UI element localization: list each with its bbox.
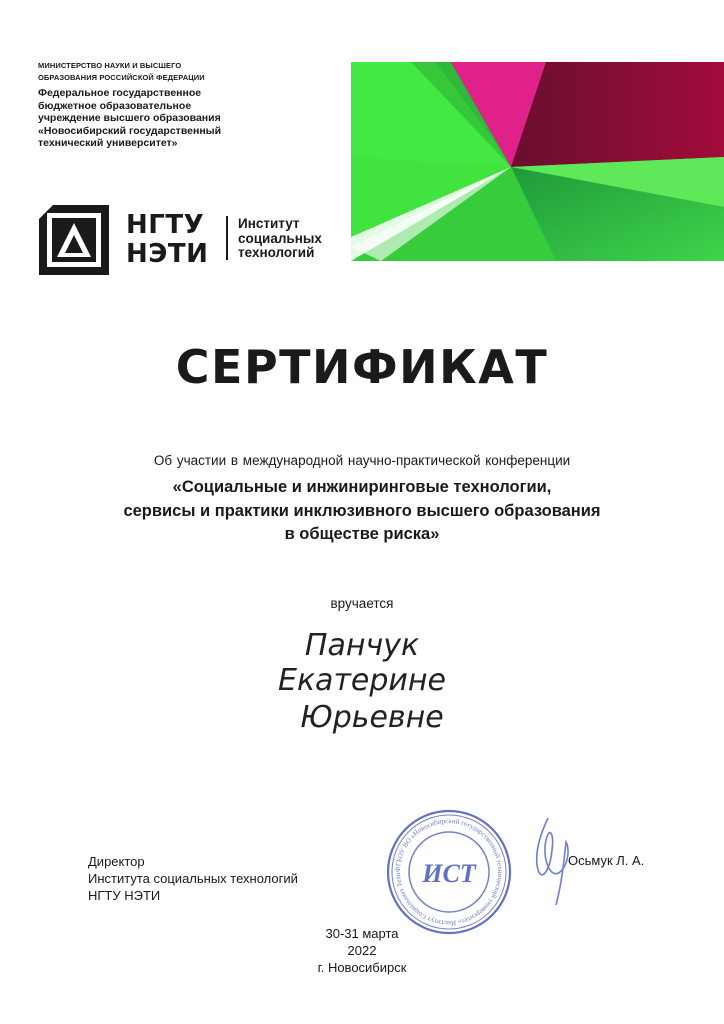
director-title: Директор [88,854,145,869]
conference-line: «Социальные и инжиниринговые технологии, [172,478,552,496]
official-stamp [385,808,513,936]
logo-ngtu-text: НГТУ [126,210,205,240]
recipient-patronymic: Юрьевне [300,700,444,735]
certificate-title: СЕРТИФИКАТ [175,340,549,394]
logo-institute-line: социальных [238,230,322,246]
university-line: технический университет» [38,137,178,149]
university-line: Федеральное государственное [38,87,202,99]
geometric-banner [351,62,724,261]
university-line: «Новосибирский государственный [38,124,222,137]
logo-institute-line: технологий [238,245,315,260]
date-place-block [0,925,724,976]
banner-graphic [351,62,724,261]
recipient-first-name: Екатерине [277,663,446,698]
conference-line: сервисы и практики инклюзивного высшего образования [123,501,601,520]
university-line: учреждение высшего образования [38,112,221,124]
director-university: НГТУ НЭТИ [88,888,161,903]
ministry-line: МИНИСТЕРСТВО НАУКИ И ВЫСШЕГО [38,61,182,70]
event-dates: 30-31 марта [325,926,399,941]
stamp-center-text: ИСТ [422,859,476,888]
director-block [88,853,298,904]
stamp-ring-text: ФГБОУ ВО «Новосибирский государственный технический университет» Институт Социальных Техн [393,816,505,928]
conference-name [0,476,724,547]
event-city: г. Новосибирск [317,960,407,975]
logo-institute-line: Институт [238,216,300,231]
logo-wordmark [126,211,208,269]
university-heading [38,87,258,150]
logo-institute [238,217,322,261]
participation-text: Об участии в международной научно-практической конференции [153,453,571,468]
signer-name: Осьмук Л. А. [568,853,645,868]
triangle-logo-icon [39,205,109,275]
awarded-text: вручается [330,596,394,611]
ministry-heading [38,60,205,84]
university-line: бюджетное образовательное [38,99,192,112]
ministry-line: ОБРАЗОВАНИЯ РОССИЙСКОЙ ФЕДЕРАЦИИ [38,73,205,82]
logo-neti-text: НЭТИ [126,239,209,269]
director-institute: Института социальных технологий [88,871,298,886]
recipient-surname: Панчук [304,628,420,663]
conference-line: в обществе риска» [284,525,440,543]
logo-divider [226,216,228,260]
event-year: 2022 [347,943,377,958]
